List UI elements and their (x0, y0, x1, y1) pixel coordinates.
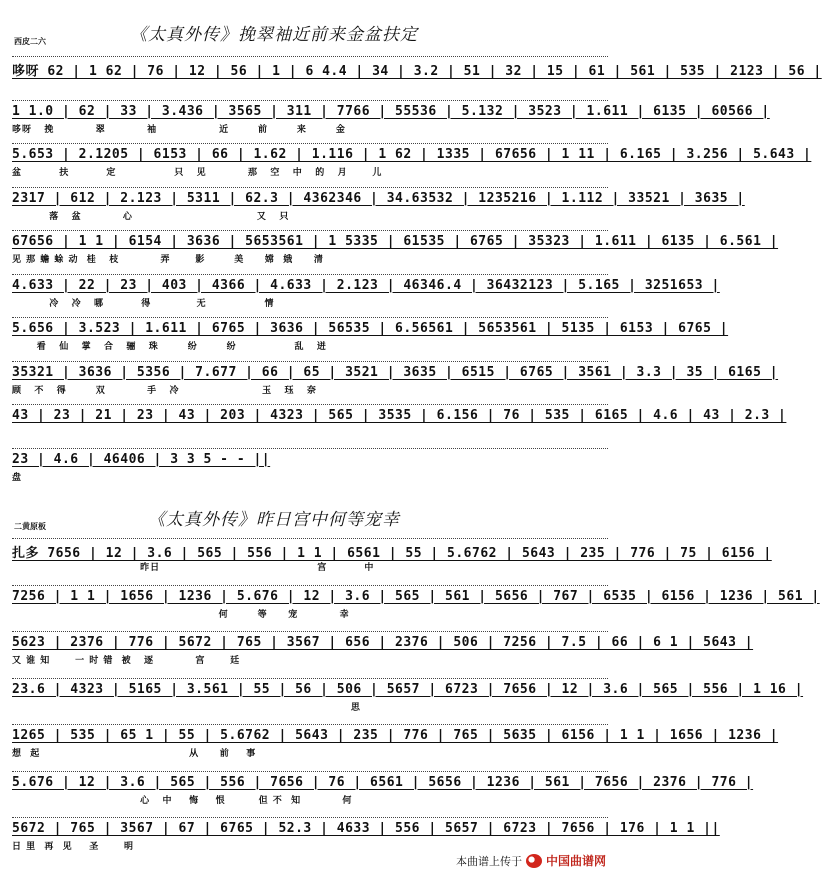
notation-line: 2317 | 612 | 2.123 | 5311 | 62.3 | 4362346 | 34.63532 | 1235216 | 1.112 | 33521 | 3635 | (12, 190, 745, 206)
notation-line: 35321 | 3636 | 5356 | 7.677 | 66 | 65 | 3521 | 3635 | 6515 | 6765 | 3561 | 3.3 | 35 | 6165 | (12, 364, 779, 380)
lyric-line: 心 中 悔 恨 但 不 知 何 (12, 795, 353, 806)
lyric-line: 又 谁 知 一 时 错 被 逐 宫 廷 (12, 656, 241, 666)
lyric-line: 何 等 宠 幸 (12, 609, 350, 620)
lyric-line: 日 里 再 见 圣 明 (12, 842, 134, 852)
lyric-line: 盆 扶 定 只 见 那 空 中 的 月 儿 (12, 168, 383, 178)
song1-title: 《太真外传》挽翠袖近前来金盆扶定 (130, 25, 418, 45)
notation-line: 5.653 | 2.1205 | 6153 | 66 | 1.62 | 1.116 | 1 62 | 1335 | 67656 | 1 11 | 6.165 | 3.256 | 5.643 | (12, 147, 812, 162)
lyric-line: 看 仙 掌 合 骊 珠 纷 纷 乱 迸 (12, 342, 327, 352)
notation-line: 43 | 23 | 21 | 23 | 43 | 203 | 4323 | 565 | 3535 | 6.156 | 76 | 535 | 6165 | 4.6 | 43 | 2.3 | (12, 408, 787, 423)
song1-tempo-tag: 西皮二六 (14, 37, 46, 46)
notation-line: 5.656 | 3.523 | 1.611 | 6765 | 3636 | 56535 | 6.56561 | 5653561 | 5135 | 6153 | 6765 | (12, 321, 729, 336)
lyric-line (12, 78, 608, 89)
song2-title: 《太真外传》昨日宫中何等宠幸 (148, 510, 400, 530)
lyric-line: 顾 不 得 双 手 冷 玉 珏 奈 (12, 385, 317, 396)
notation-line: 扎多 7656 | 12 | 3.6 | 565 | 556 | 1 1 | 6561 | 55 | 5.6762 | 5643 | 235 | 776 | 75 | 6156 | (12, 542, 608, 556)
lyric-line: 盘 (12, 472, 23, 483)
notation-line: 1 1.0 | 62 | 33 | 3.436 | 3565 | 311 | 7766 | 55536 | 5.132 | 3523 | 1.611 | 6135 | 60566 | (12, 103, 770, 119)
lyric-line (12, 426, 608, 437)
site-logo-icon (526, 854, 542, 868)
notation-line: 4.633 | 22 | 23 | 403 | 4366 | 4.633 | 2.123 | 46346.4 | 36432123 | 5.165 | 3251653 | (12, 277, 720, 293)
footer (456, 852, 606, 869)
notation-line: 5623 | 2376 | 776 | 5672 | 765 | 3567 | 656 | 2376 | 506 | 7256 | 7.5 | 66 | 6 1 | 5643 | (12, 635, 754, 650)
lyric-line: 冷 冷 哪 得 无 情 (12, 298, 275, 309)
notation-line: 5672 | 765 | 3567 | 67 | 6765 | 52.3 | 4633 | 556 | 5657 | 6723 | 7656 | 176 | 1 1 || (12, 821, 720, 836)
lyric-line: 落 盆 心 又 只 (12, 211, 290, 222)
lyric-line: 想 起 从 前 事 (12, 749, 257, 759)
lyric-line: 思 (12, 702, 361, 713)
lyric-line: 见 那 蟾 蜍 动 桂 枝 弄 影 美 嫦 娥 清 (12, 255, 324, 265)
footer-brand[interactable]: 中国曲谱网 (545, 854, 606, 868)
lyric-line: 昨日 宫 中 (12, 563, 375, 573)
lyric-line: 哆呀 挽 翠 袖 近 前 来 金 (12, 124, 346, 135)
notation-line: 23.6 | 4323 | 5165 | 3.561 | 55 | 56 | 506 | 5657 | 6723 | 7656 | 12 | 3.6 | 565 | 556 | 1 16 | (12, 681, 804, 697)
notation-line: 5.676 | 12 | 3.6 | 565 | 556 | 7656 | 76 | 6561 | 5656 | 1236 | 561 | 7656 | 2376 | 776 | (12, 774, 754, 790)
footer-upload-text: 本曲谱上传于 (455, 854, 522, 868)
notation-line: 23 | 4.6 | 46406 | 3 3 5 - - || (12, 452, 608, 466)
song2-tempo-tag: 二黄原板 (14, 522, 46, 531)
notation-line: 67656 | 1 1 | 6154 | 3636 | 5653561 | 1 5335 | 61535 | 6765 | 35323 | 1.611 | 6135 | 6.561 | (12, 234, 779, 249)
notation-line: 哆呀 62 | 1 62 | 76 | 12 | 56 | 1 | 6 4.4 | 34 | 3.2 | 51 | 32 | 15 | 61 | 561 | 535 | 2123 | 56 | (12, 60, 608, 74)
notation-line: 7256 | 1 1 | 1656 | 1236 | 5.676 | 12 | 3.6 | 565 | 561 | 5656 | 767 | 6535 | 6156 | 1236 | 561 | (12, 588, 820, 604)
notation-line: 1265 | 535 | 65 1 | 55 | 5.6762 | 5643 | 235 | 776 | 765 | 5635 | 6156 | 1 1 | 1656 | 1236 | (12, 728, 779, 743)
